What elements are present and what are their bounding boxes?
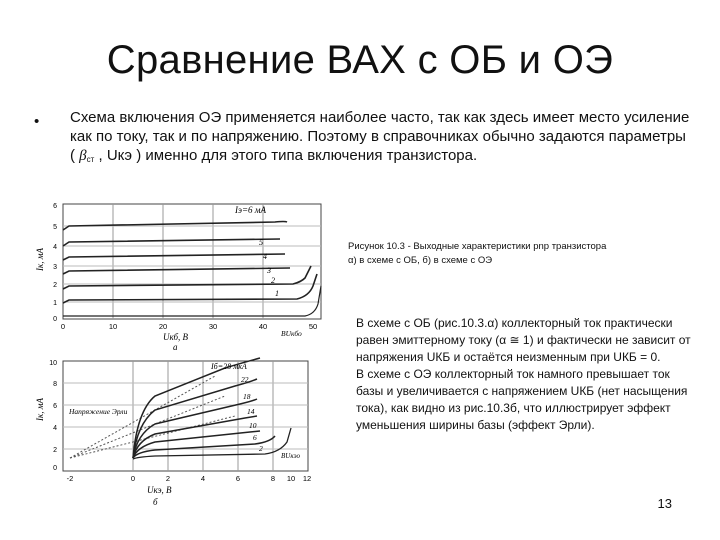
bottom-curve-label-18: 18 xyxy=(243,392,251,401)
explanation-paragraph-oe: В схеме с ОЭ коллекторный ток намного превышает ток базы и увеличивается с напряжением UКБ (нет насыщения тока), как видно из рис.10.3б, что иллюстрирует эффект уменьшения ширины базы (эффект Эрли). xyxy=(356,367,688,432)
top-breakdown-label: BUкбо xyxy=(281,329,302,338)
bottom-curve-label-10: 10 xyxy=(249,421,257,430)
top-y-tick-5: 5 xyxy=(53,224,57,231)
bottom-x-tick-8: 8 xyxy=(270,474,276,483)
page-number: 13 xyxy=(657,496,672,511)
figure-caption-line-1: Рисунок 10.3 - Выходные характеристики pnp транзистора xyxy=(348,241,607,252)
figure-caption-line-2: α) в схеме с ОБ, б) в схеме с ОЭ xyxy=(348,255,493,266)
bottom-curve-label-6: 6 xyxy=(253,433,257,442)
top-curve-label-1: 1 xyxy=(275,289,279,298)
top-x-tick-10: 10 xyxy=(108,322,118,331)
explanation-paragraph-ob: В схеме с ОБ (рис.10.3.α) коллекторный ток практически равен эмиттерному току (α ≅ 1) и фактически не зависит от напряжения UКБ и остаётся неизменным при UКБ = 0. xyxy=(356,316,691,364)
bottom-x-tick-m2: -2 xyxy=(66,474,74,483)
bullet-marker: • xyxy=(34,113,40,130)
slide-title: Сравнение ВАХ с ОБ и ОЭ xyxy=(106,38,614,82)
explanation-text xyxy=(356,315,691,434)
bullet-text-before: Схема включения ОЭ применяется наиболее часто, так как здесь имеет место усиление как по току, так и по напряжению. Поэтому в справочниках обычно задаются параметры ( xyxy=(70,109,690,164)
top-curve-label-2: 2 xyxy=(271,276,275,285)
bottom-y-tick-6: 6 xyxy=(53,403,57,410)
bottom-curve-label-22: 22 xyxy=(241,375,249,384)
bottom-plot-frame xyxy=(63,361,308,471)
top-curve-label-top: Iэ=6 мА xyxy=(235,205,267,215)
bottom-y-tick-10: 10 xyxy=(49,360,57,367)
top-x-tick-40: 40 xyxy=(258,322,268,331)
top-y-tick-1: 1 xyxy=(53,300,57,307)
top-y-tick-6: 6 xyxy=(53,203,57,210)
bottom-y-tick-4: 4 xyxy=(53,425,57,432)
top-y-tick-0: 0 xyxy=(53,316,57,323)
top-plot xyxy=(63,204,321,319)
top-curve-label-4: 4 xyxy=(263,252,267,261)
top-y-tick-2: 2 xyxy=(53,282,57,289)
top-y-tick-4: 4 xyxy=(53,244,57,251)
top-x-tick-20: 20 xyxy=(158,322,168,331)
early-line-1 xyxy=(70,376,215,458)
top-curve-4 xyxy=(63,254,285,260)
top-x-tick-30: 30 xyxy=(208,322,218,331)
top-curve-label-5: 5 xyxy=(259,238,263,247)
top-curve-label-3: 3 xyxy=(267,266,271,275)
bottom-sub-label: б xyxy=(153,497,158,507)
early-voltage-annotation: Напряжение Эрли xyxy=(69,407,128,416)
top-y-tick-3: 3 xyxy=(53,264,57,271)
top-y-axis-label: Iк, мА xyxy=(35,248,45,271)
bottom-x-tick-10: 10 xyxy=(286,474,296,483)
early-line-3 xyxy=(70,416,235,458)
bottom-curve-label-top: Iб=28 мкА xyxy=(211,362,247,371)
bottom-curve-label-14: 14 xyxy=(247,407,255,416)
bottom-x-tick-0: 0 xyxy=(130,474,136,483)
characteristics-figure xyxy=(35,196,345,511)
top-sub-label: а xyxy=(173,342,178,352)
figure-caption xyxy=(348,240,678,268)
bullet-paragraph xyxy=(70,108,690,169)
bottom-x-tick-6: 6 xyxy=(235,474,241,483)
bullet-text-after: , Uкэ ) именно для этого типа включения транзистора. xyxy=(98,147,478,164)
bottom-y-tick-0: 0 xyxy=(53,465,57,472)
bottom-y-axis-label: Iк, мА xyxy=(35,398,45,421)
bottom-y-tick-2: 2 xyxy=(53,447,57,454)
bottom-x-tick-12: 12 xyxy=(302,474,312,483)
top-curve-0 xyxy=(63,286,321,316)
bottom-breakdown-label: BUкэо xyxy=(281,452,301,460)
bottom-x-tick-4: 4 xyxy=(200,474,206,483)
bottom-x-tick-2: 2 xyxy=(165,474,171,483)
beta-subscript: ст xyxy=(86,155,95,164)
bottom-x-axis-label: Uкэ, В xyxy=(147,485,172,495)
beta-symbol: β xyxy=(79,148,87,164)
characteristics-figure-svg xyxy=(35,196,345,511)
top-x-axis-label: Uкб, В xyxy=(163,332,189,342)
bottom-curve-label-2: 2 xyxy=(259,444,263,453)
top-curve-3 xyxy=(63,268,290,274)
bottom-y-tick-8: 8 xyxy=(53,381,57,388)
top-x-tick-50: 50 xyxy=(308,322,318,331)
top-curve-5 xyxy=(63,239,280,246)
top-x-tick-0: 0 xyxy=(60,322,66,331)
bottom-curve-2 xyxy=(133,428,291,459)
